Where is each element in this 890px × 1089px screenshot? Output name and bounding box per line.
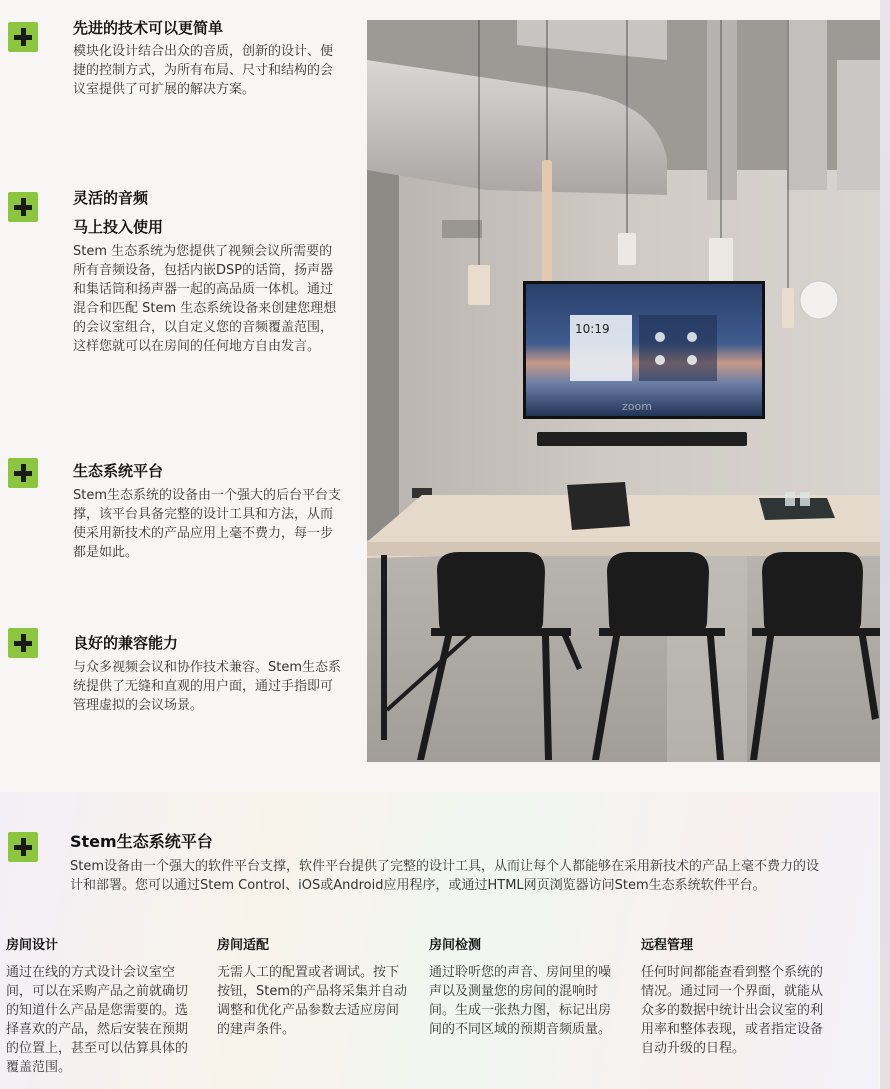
feature-body: Stem 生态系统为您提供了视频会议所需要的所有音频设备，包括内嵌DSP的话筒，扬声器和集话筒和扬声器一起的高品质一体机。通过混合和匹配 Stem 生态系统设备来创建您理想的会议室组合，以自定义您的音频覆盖范围，这样您就可以在房间的任何地方自由发言。 (73, 244, 337, 354)
feature-advanced-tech (8, 20, 348, 110)
platform-column-room-adaptation (217, 934, 409, 1039)
screen-brand: zoom (622, 400, 652, 413)
platform-column-room-detection (429, 934, 621, 1039)
feature-body: Stem生态系统的设备由一个强大的后台平台支撑，该平台具备完整的设计工具和方法，从而使采用新技术的产品应用上毫不费力，每一步都是如此。 (73, 488, 342, 560)
meeting-room-photo (367, 20, 880, 762)
platform-column-room-design (6, 934, 198, 1077)
platform-column-remote-management (641, 934, 833, 1058)
feature-title: 良好的兼容能力 (73, 634, 179, 652)
meeting-room-illustration (367, 20, 880, 762)
platform-body: Stem设备由一个强大的软件平台支撑，软件平台提供了完整的设计工具，从而让每个人都能够在采用新技术的产品上毫不费力的设计和部署。您可以通过Stem Control、iOS或Android应用程序，或通过HTML网页浏览器访问Stem生态系统软件平台。 (70, 859, 820, 893)
platform-title: Stem生态系统平台 (70, 832, 213, 851)
column-title: 房间检测 (429, 938, 482, 953)
feature-title: 先进的技术可以更简单 (73, 19, 224, 37)
feature-ecosystem-platform (8, 458, 348, 568)
column-body: 任何时间都能查看到整个系统的情况。通过同一个界面，就能从众多的数据中统计出会议室的利用率和整体表现，或者指定设备自动升级的日程。 (641, 965, 824, 1056)
column-body: 通过聆听您的声音、房间里的噪声以及测量您的房间的混响时间。生成一张热力图，标记出房间的不同区域的预期音频质量。 (429, 965, 612, 1037)
page-edge (880, 0, 890, 1089)
plus-icon (8, 628, 38, 658)
feature-title: 灵活的音频 (73, 189, 149, 207)
screen-clock: 10:19 (575, 322, 610, 336)
plus-icon (8, 22, 38, 52)
feature-compatibility (8, 628, 348, 718)
plus-icon (8, 458, 38, 488)
column-title: 远程管理 (641, 938, 694, 953)
feature-subtitle: 马上投入使用 (73, 218, 164, 236)
feature-flexible-audio (8, 189, 348, 372)
feature-body: 模块化设计结合出众的音质，创新的设计、便捷的控制方式，为所有布局、尺寸和结构的会议室提供了可扩展的解决方案。 (73, 44, 334, 97)
column-body: 通过在线的方式设计会议室空间，可以在采购产品之前就确切的知道什么产品是您需要的。选择喜欢的产品，然后安装在预期的位置上，甚至可以估算具体的覆盖范围。 (6, 965, 189, 1075)
column-body: 无需人工的配置或者调试。按下按钮，Stem的产品将采集并自动调整和优化产品参数去适应房间的建声条件。 (217, 965, 408, 1037)
column-title: 房间设计 (6, 938, 59, 953)
feature-title: 生态系统平台 (73, 462, 164, 480)
plus-icon (8, 832, 38, 862)
plus-icon (8, 192, 38, 222)
column-title: 房间适配 (217, 938, 270, 953)
feature-body: 与众多视频会议和协作技术兼容。Stem生态系统提供了无缝和直观的用户面，通过手指即可管理虚拟的会议场景。 (73, 660, 342, 713)
